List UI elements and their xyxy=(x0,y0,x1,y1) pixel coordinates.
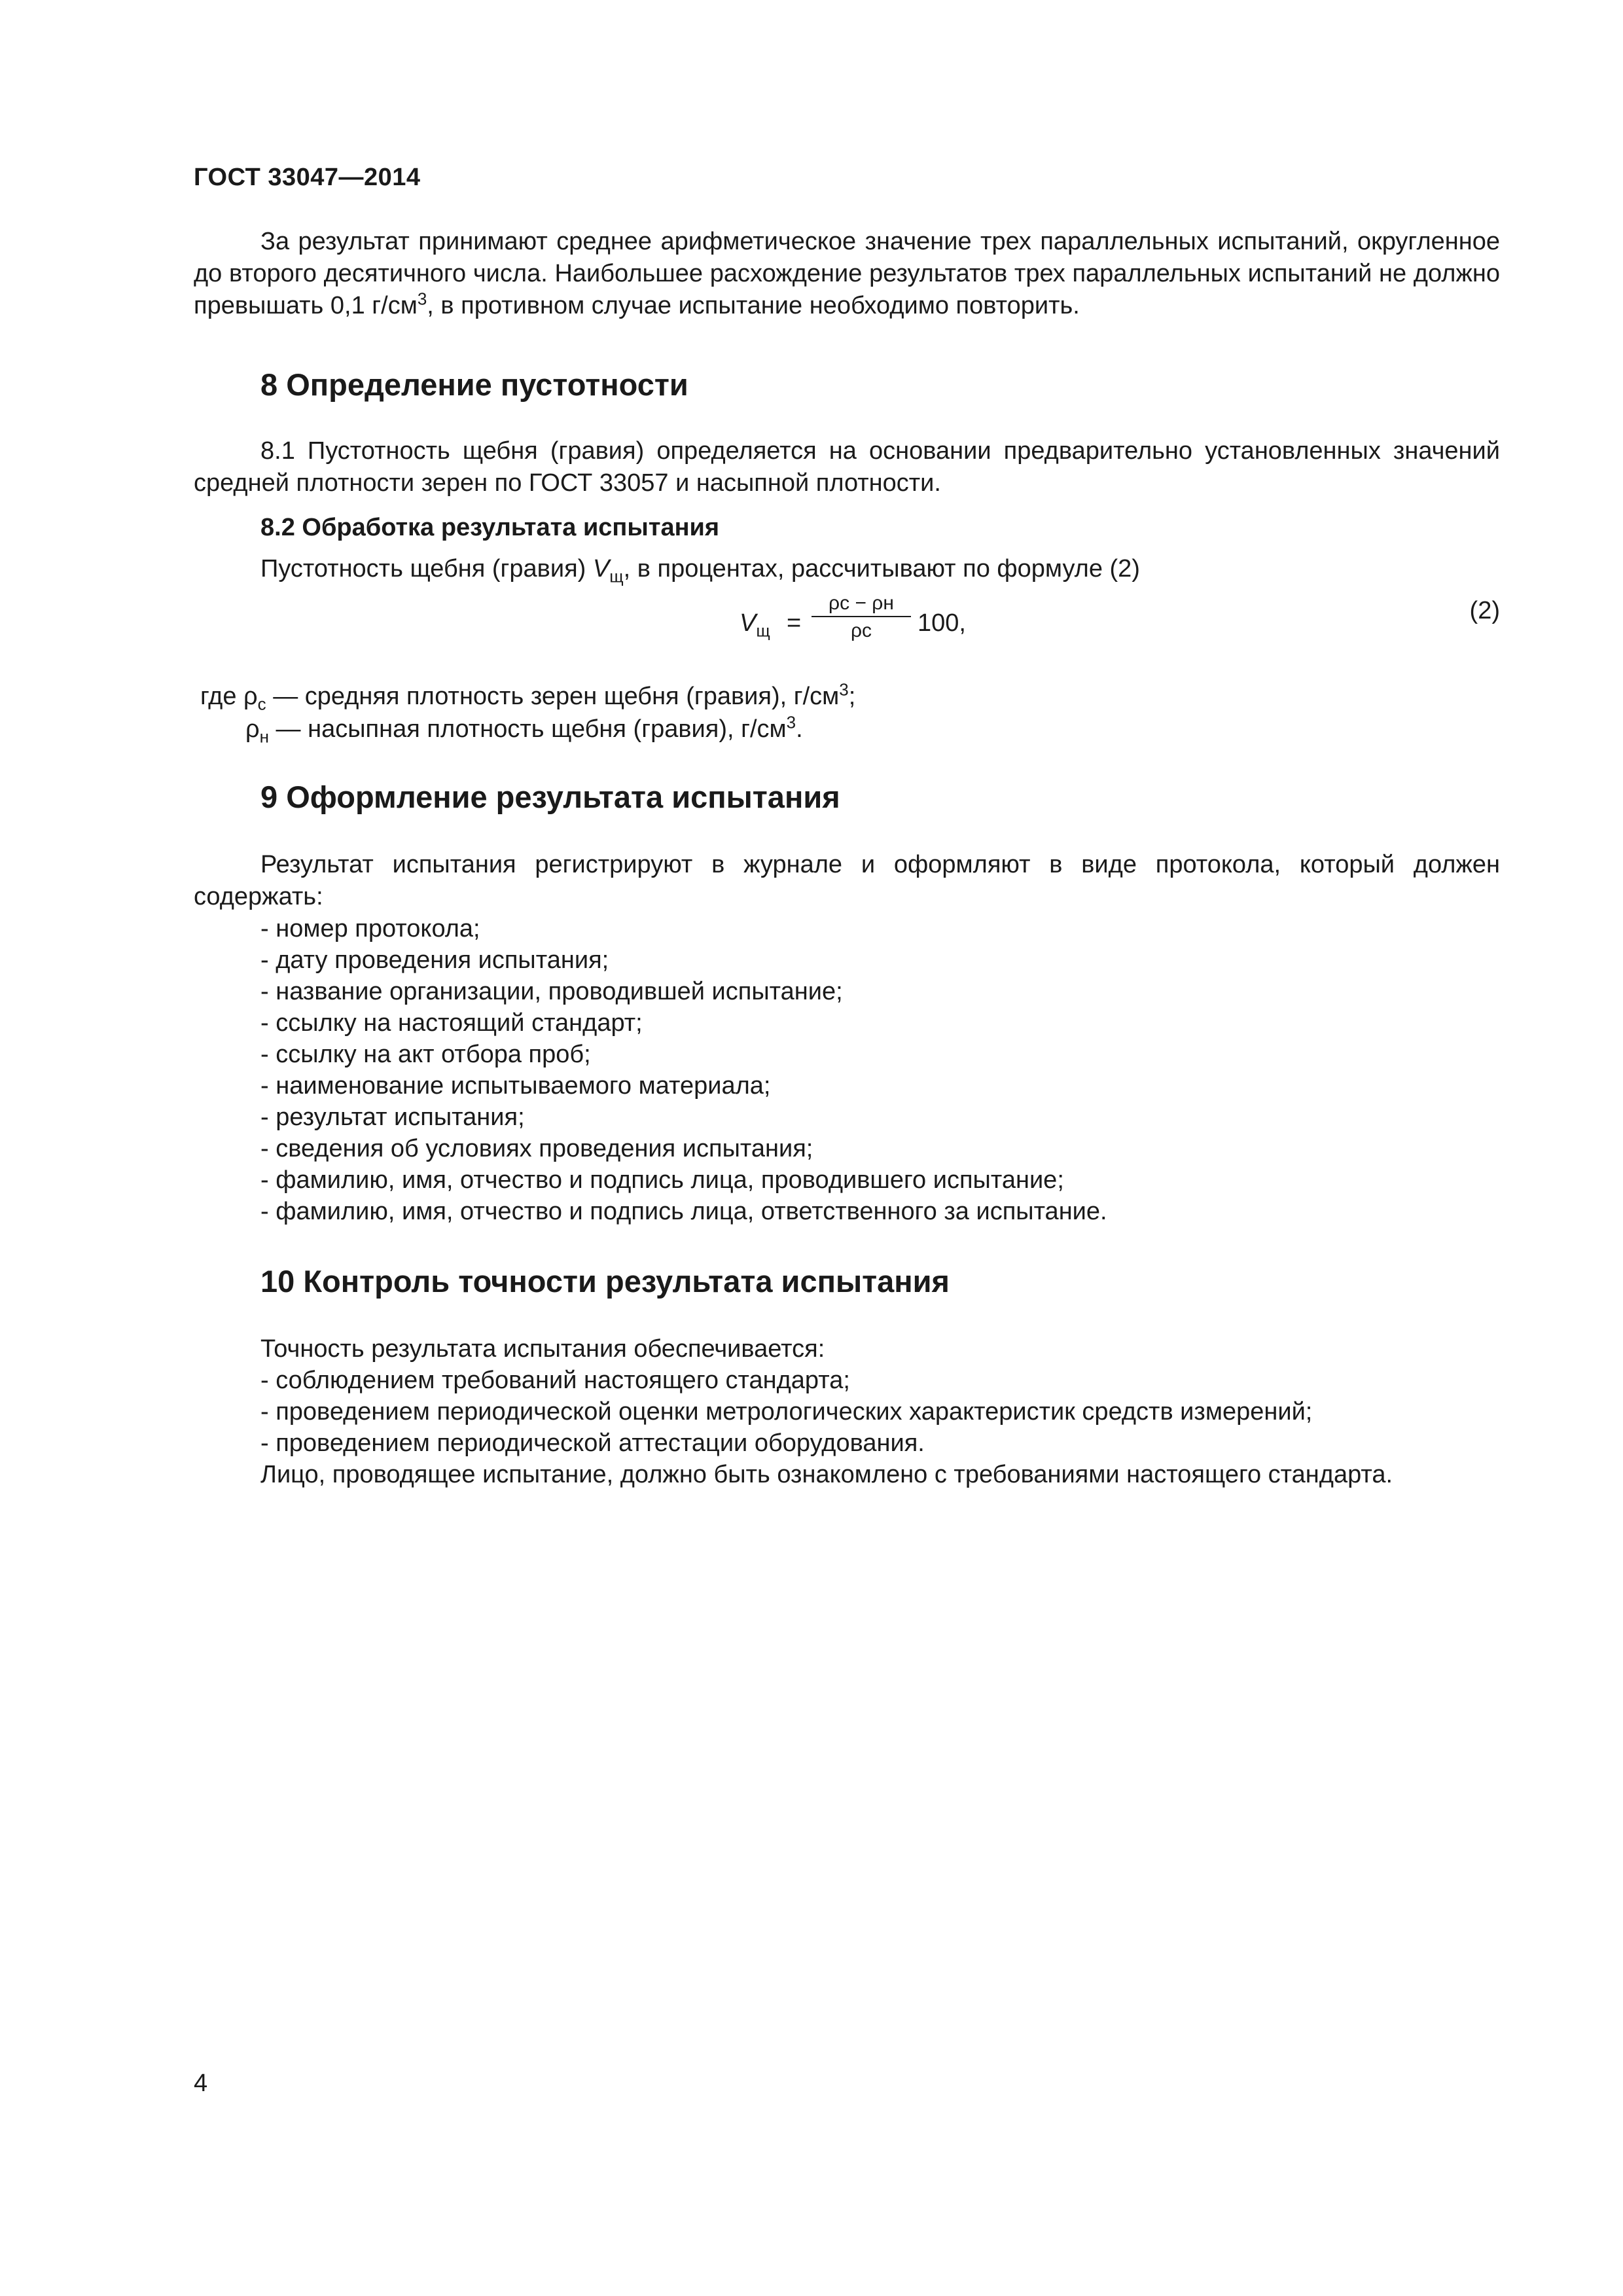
where-line-2 xyxy=(245,713,803,745)
document-header: ГОСТ 33047—2014 xyxy=(194,164,421,191)
formula-intro-text: Пустотность щебня (гравия) xyxy=(260,555,593,583)
where-1-prefix: где ρ xyxy=(200,683,258,710)
formula-intro-text-end: , в процентах, рассчитывают по формуле (2) xyxy=(623,555,1140,583)
where-2-sup: 3 xyxy=(786,712,796,732)
intro-sup: 3 xyxy=(417,289,427,309)
section-10-closing: Лицо, проводящее испытание, должно быть ознакомлено с требованиями настоящего стандарта. xyxy=(260,1461,1393,1488)
list-item: - проведением периодической оценки метрологических характеристик средств измерений; xyxy=(260,1398,1313,1426)
formula-intro-var: V xyxy=(592,555,610,583)
formula-variable xyxy=(740,609,770,641)
where-2-text: — насыпная плотность щебня (гравия), г/см xyxy=(268,715,787,743)
section-10-title: 10 Контроль точности результата испытания xyxy=(260,1264,950,1299)
list-item: - проведением периодической аттестации оборудования. xyxy=(260,1429,925,1457)
paragraph-8-1: 8.1 Пустотность щебня (гравия) определяется на основании предварительно установленных значений средней плотности зерен по ГОСТ 33057 и насыпной плотности. xyxy=(194,437,1500,497)
list-item: - название организации, проводившей испытание; xyxy=(260,978,843,1005)
formula-2 xyxy=(740,592,1001,664)
section-9-intro: Результат испытания регистрируют в журнале и оформляют в виде протокола, который должен содержать: xyxy=(194,851,1500,910)
where-line-1 xyxy=(200,681,855,713)
where-2-end: . xyxy=(796,715,803,743)
section-8-title: 8 Определение пустотности xyxy=(260,367,688,402)
where-2-sub: н xyxy=(259,726,269,747)
formula-intro-sub: щ xyxy=(609,566,624,586)
list-item: - ссылку на настоящий стандарт; xyxy=(260,1009,643,1037)
section-9-title: 9 Оформление результата испытания xyxy=(260,780,840,814)
list-item: - наименование испытываемого материала; xyxy=(260,1072,771,1100)
page-number: 4 xyxy=(194,2070,208,2097)
formula-numerator: ρс − ρн xyxy=(812,592,911,617)
where-1-sub: с xyxy=(257,694,266,714)
formula-var-letter: V xyxy=(740,609,757,637)
formula-intro xyxy=(260,553,1140,585)
formula-multiplier: 100, xyxy=(918,609,966,637)
list-item: - ссылку на акт отбора проб; xyxy=(260,1041,591,1068)
where-1-text: — средняя плотность зерен щебня (гравия), г/см xyxy=(266,683,840,710)
intro-text-end: , в противном случае испытание необходимо повторить. xyxy=(427,292,1080,319)
formula-equals: = xyxy=(787,609,802,637)
formula-number: (2) xyxy=(1469,597,1500,624)
list-item: - сведения об условиях проведения испытания; xyxy=(260,1135,813,1162)
list-item: - результат испытания; xyxy=(260,1103,525,1131)
list-item: - фамилию, имя, отчество и подпись лица, ответственного за испытание. xyxy=(260,1198,1107,1225)
list-item: - дату проведения испытания; xyxy=(260,946,609,974)
formula-denominator: ρс xyxy=(850,620,872,641)
where-1-end: ; xyxy=(848,683,856,710)
formula-var-sub: щ xyxy=(756,620,770,641)
formula-fraction xyxy=(812,592,911,642)
where-1-sup: 3 xyxy=(839,679,849,700)
list-item: - фамилию, имя, отчество и подпись лица, проводившего испытание; xyxy=(260,1166,1064,1194)
list-item: - соблюдением требований настоящего стандарта; xyxy=(260,1367,850,1394)
where-2-prefix: ρ xyxy=(245,715,260,743)
intro-text: За результат принимают среднее арифметическое значение трех параллельных испытаний, округленное до второго десятичного числа. Наибольшее расхождение результатов трех параллельных испытаний не должно превышать 0,1 г/см xyxy=(194,228,1500,319)
subsection-8-2-title: 8.2 Обработка результата испытания xyxy=(260,514,720,541)
section-10-intro: Точность результата испытания обеспечивается: xyxy=(260,1335,825,1363)
list-item: - номер протокола; xyxy=(260,915,480,942)
intro-paragraph xyxy=(194,226,1500,322)
